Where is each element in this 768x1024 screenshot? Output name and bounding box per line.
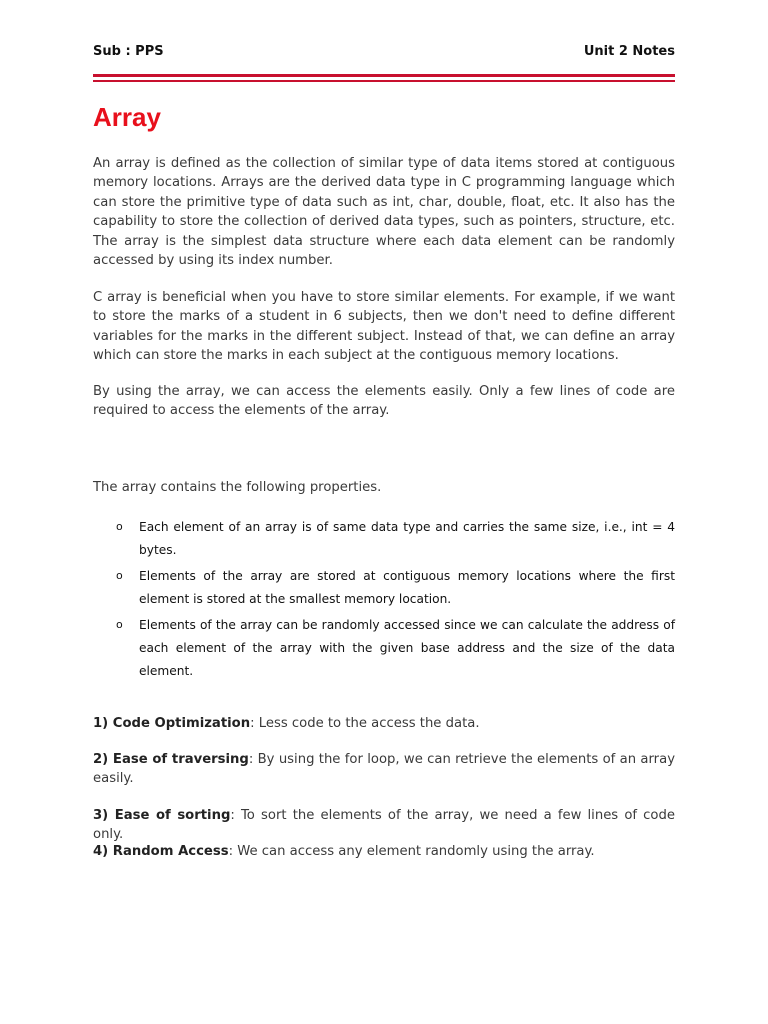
- unit-label: Unit 2 Notes: [583, 44, 675, 59]
- paragraph-definition: An array is defined as the collection of similar type of data items stored at contiguous memory locations. Arrays are the derived data type in C programming language which can store the primitive type of data such as int, char, double, float, etc. It also has the capability to store the collection of derived data types, such as pointers, structure, etc. The array is the simplest data structure where each data element can be randomly accessed by using its index number.: [93, 156, 675, 269]
- header-rule-thick: [93, 74, 675, 77]
- bullet-marker: o: [116, 520, 123, 533]
- advantage-text: : We can access any element randomly using the array.: [228, 844, 595, 859]
- advantage-term: 1) Code Optimization: [93, 716, 251, 731]
- advantage-term: 2) Ease of traversing: [93, 752, 249, 767]
- list-item-text: Each element of an array is of same data type and carries the same size, i.e., int = 4 bytes.: [139, 520, 675, 557]
- advantage-term: 4) Random Access: [93, 844, 229, 859]
- page-header: [93, 44, 675, 59]
- bullet-marker: o: [116, 569, 123, 583]
- advantage-text: : By using the for loop, we can retrieve the elements of an array easily.: [93, 752, 675, 787]
- paragraph-properties-intro: The array contains the following properties.: [93, 480, 382, 495]
- advantage-random-access: [93, 842, 675, 861]
- properties-list: [93, 516, 675, 686]
- advantage-ease-of-sorting: [93, 806, 675, 845]
- header-rule-thin: [93, 80, 675, 82]
- subject-label: Sub : PPS: [93, 44, 164, 59]
- advantage-ease-of-traversing: [93, 750, 675, 789]
- bullet-marker: o: [116, 618, 123, 632]
- list-item: [93, 565, 675, 610]
- list-item-text: Elements of the array can be randomly accessed since we can calculate the address of each element of the array with the given base address and the size of the data element.: [139, 618, 675, 678]
- paragraph-benefit: C array is beneficial when you have to store similar elements. For example, if we want to store the marks of a student in 6 subjects, then we don't need to define different variables for the marks in the different subject. Instead of that, we can define an array which can store the marks in each subject at the contiguous memory locations.: [93, 290, 675, 364]
- advantage-term: 3) Ease of sorting: [93, 808, 231, 823]
- list-item: [93, 516, 675, 561]
- list-item: [93, 614, 675, 682]
- page-title: Array: [93, 102, 161, 132]
- advantage-text: : Less code to the access the data.: [250, 716, 480, 731]
- paragraph-access: By using the array, we can access the elements easily. Only a few lines of code are required to access the elements of the array.: [93, 384, 675, 419]
- advantage-code-optimization: [93, 714, 675, 733]
- list-item-text: Elements of the array are stored at contiguous memory locations where the first element is stored at the smallest memory location.: [139, 569, 675, 606]
- advantage-text: : To sort the elements of the array, we need a few lines of code only.: [93, 808, 675, 843]
